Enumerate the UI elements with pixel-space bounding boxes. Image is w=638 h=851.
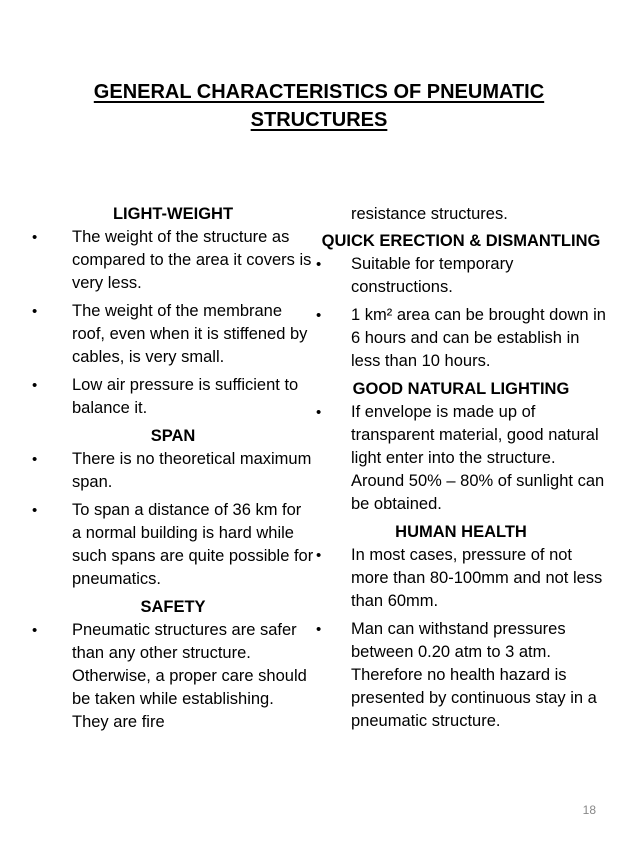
heading-human-health: HUMAN HEALTH xyxy=(395,523,527,541)
bullet-icon: • xyxy=(316,256,322,273)
bullet-item: • There is no theoretical maximum span. xyxy=(32,450,312,491)
bullet-icon: • xyxy=(32,622,38,639)
page-number: 18 xyxy=(582,803,596,817)
heading-light-weight: LIGHT-WEIGHT xyxy=(112,205,234,223)
bullet-item: • The weight of the structure as compared to the area it covers is very less. xyxy=(32,228,312,292)
bullet-item: • Pneumatic structures are safer than any other structure. Otherwise, a proper care should be taken while establishing. They are fire xyxy=(32,621,307,731)
bullet-icon: • xyxy=(32,502,38,519)
bullet-item: • Low air pressure is sufficient to balance it. xyxy=(32,376,299,417)
bullet-icon: • xyxy=(32,229,38,246)
bullet-icon: • xyxy=(316,307,322,324)
bullet-icon: • xyxy=(32,303,38,320)
bullet-icon: • xyxy=(32,377,38,394)
bullet-icon: • xyxy=(32,451,38,468)
bullet-icon: • xyxy=(316,404,322,421)
bullet-icon: • xyxy=(316,547,322,564)
bullet-item: • If envelope is made up of transparent material, good natural light enter into the structure. Around 50% – 80% of sunlight can be obtained. xyxy=(316,403,605,513)
heading-natural-lighting: GOOD NATURAL LIGHTING xyxy=(352,380,570,398)
bullet-item: • Suitable for temporary constructions. xyxy=(316,255,514,296)
bullet-item: • 1 km² area can be brought down in 6 hours and can be establish in less than 10 hours. xyxy=(316,306,606,370)
heading-safety: SAFETY xyxy=(140,598,206,616)
bullet-item: • The weight of the membrane roof, even when it is stiffened by cables, is very small. xyxy=(32,302,308,366)
continued-text: resistance structures. xyxy=(351,205,508,223)
bullet-item: • In most cases, pressure of not more than 80-100mm and not less than 60mm. xyxy=(316,546,603,610)
right-column xyxy=(316,203,606,738)
left-column xyxy=(32,203,314,739)
bullet-icon: • xyxy=(316,621,322,638)
page-title: GENERAL CHARACTERISTICS OF PNEUMATIC STRUCTURES xyxy=(93,81,545,131)
bullet-item: • To span a distance of 36 km for a normal building is hard while such spans are quite possible for pneumatics. xyxy=(32,501,314,588)
heading-quick-erection: QUICK ERECTION & DISMANTLING xyxy=(321,232,601,250)
heading-span: SPAN xyxy=(150,427,196,445)
bullet-item: • Man can withstand pressures between 0.20 atm to 3 atm. Therefore no health hazard is presented by continuous stay in a pneumatic structure. xyxy=(316,620,597,730)
